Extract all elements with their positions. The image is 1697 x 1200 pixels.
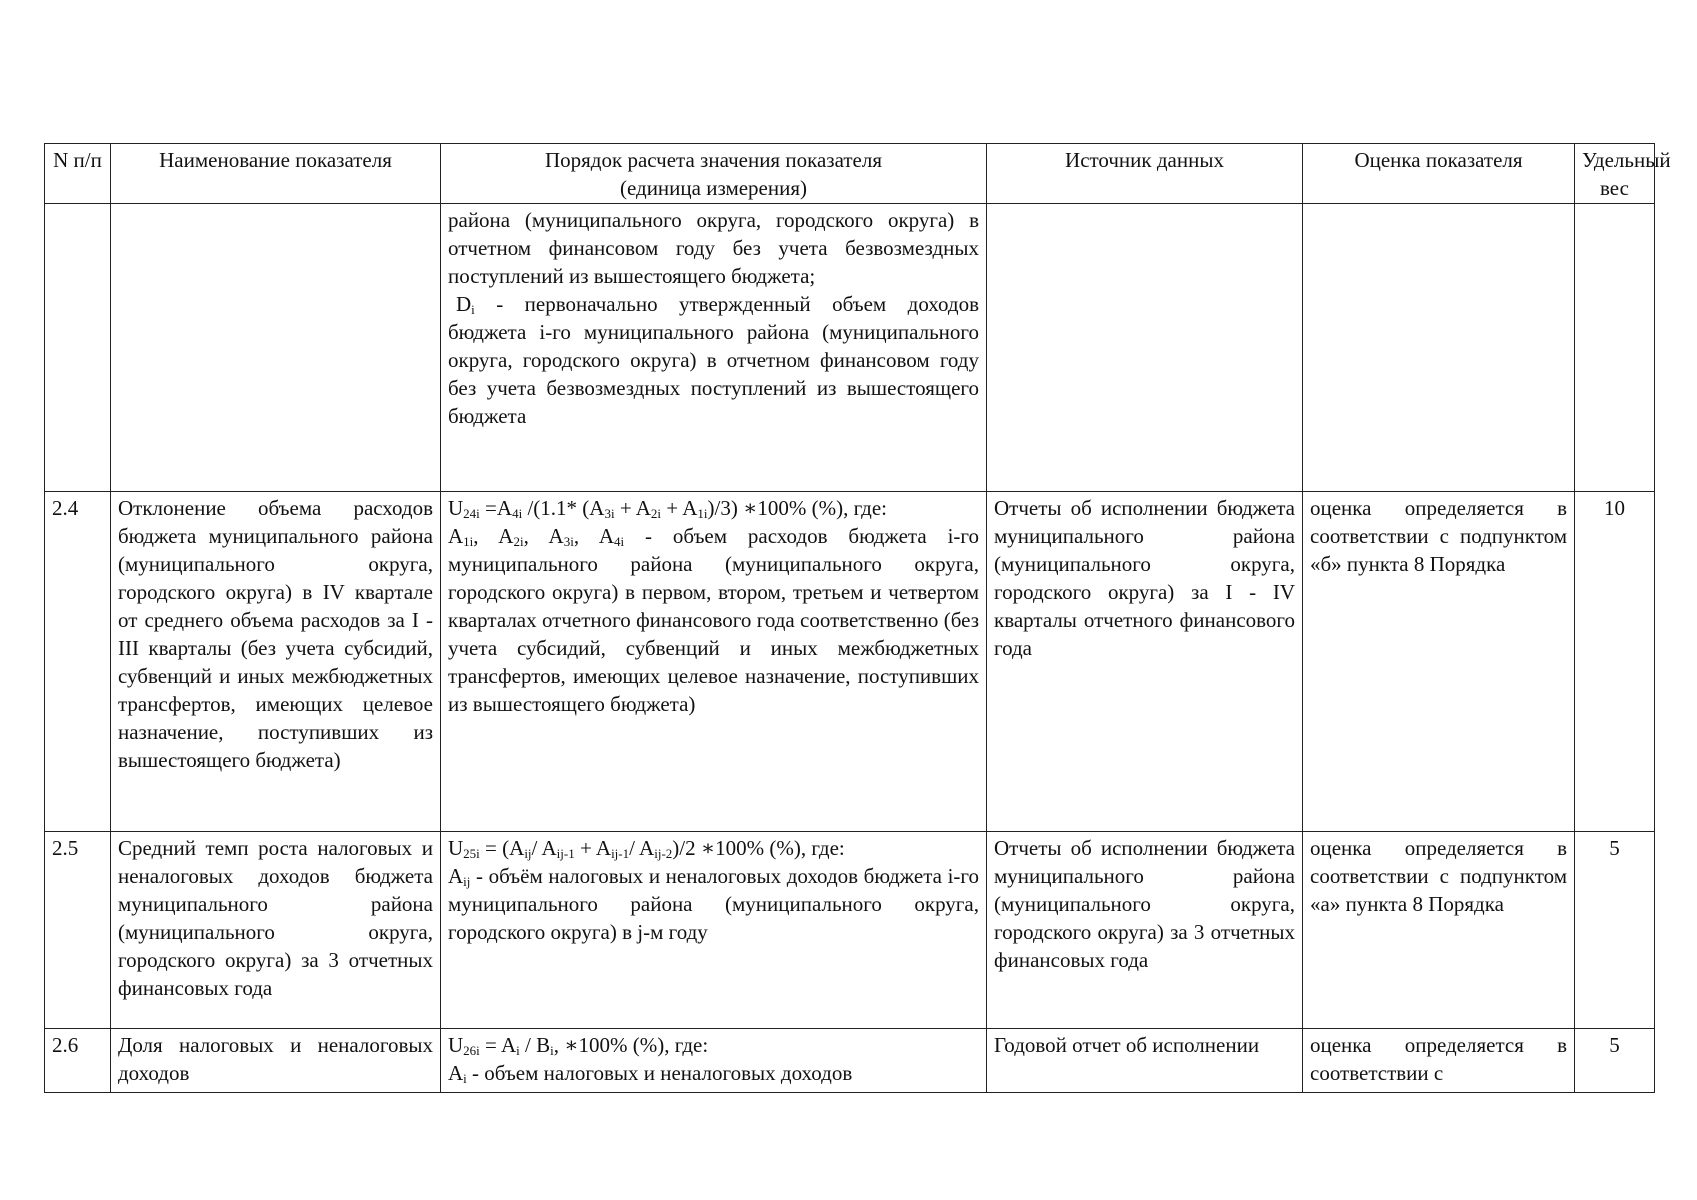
indicators-table — [44, 143, 1671, 1093]
cell-weight: 5 — [1575, 1029, 1655, 1093]
cell-source — [987, 204, 1303, 492]
cell-assessment: оценка определяется в соответствии с подпунктом «а» пункта 8 Порядка — [1303, 832, 1575, 1029]
variables-description: $A_i$ - объем налоговых и неналоговых доходов — [448, 1061, 853, 1086]
variables-description: $A_{ij}$ - объём налоговых и неналоговых доходов бюджета i-го муниципального района (муниципального округа, городского округа) в j-м году — [448, 864, 979, 944]
cell-name — [111, 204, 441, 492]
cell-assessment: оценка определяется в соответствии с подпунктом «б» пункта 8 Порядка — [1303, 492, 1575, 832]
cell-num: 2.6 — [45, 1029, 111, 1093]
cell-name: Средний темп роста налоговых и неналоговых доходов бюджета муниципального района (муниципального округа, городского округа) за 3 отчетных финансовых года — [111, 832, 441, 1029]
cell-method — [441, 492, 987, 832]
table-row — [45, 492, 1655, 832]
header-assessment: Оценка показателя — [1303, 144, 1575, 204]
formula: $U_{24i} =A_{4i}$ /(1.1* $(A_{3i} + A_{2i} + A_{1i})/3$) ∗100% (%), где: — [448, 496, 888, 521]
cell-weight: 5 — [1575, 832, 1655, 1029]
cell-method — [441, 1029, 987, 1093]
table-row — [45, 1029, 1655, 1093]
header-num: N п/п — [45, 144, 111, 204]
cell-name: Отклонение объема расходов бюджета муниципального района (муниципального округа, городского округа) в IV квартале от среднего объема расходов за I - III кварталы (без учета субсидий, субвенций и иных межбюджетных трансфертов, имеющих целевое назначение, поступивших из вышестоящего бюджета) — [111, 492, 441, 832]
cell-weight: 10 — [1575, 492, 1655, 832]
header-source: Источник данных — [987, 144, 1303, 204]
cell-assessment — [1303, 204, 1575, 492]
header-method-unit: (единица измерения) — [619, 176, 808, 200]
di-subscript: i — [471, 302, 475, 317]
header-weight: Удельный вес — [1575, 144, 1655, 204]
cell-source: Отчеты об исполнении бюджета муниципального района (муниципального округа, городского округа) за I - IV кварталы отчетного финансового года — [987, 492, 1303, 832]
cell-name: Доля налоговых и неналоговых доходов — [111, 1029, 441, 1093]
table-row — [45, 832, 1655, 1029]
header-name: Наименование показателя — [111, 144, 441, 204]
header-method — [441, 144, 987, 204]
table-header — [45, 144, 1671, 204]
cell-method — [441, 832, 987, 1029]
formula: $U_{26i} = A_i / B_i$, ∗100% (%), где: — [448, 1033, 709, 1058]
di-symbol: D — [456, 292, 472, 316]
variables-description: $A_{1i}$, $A_{2i}$, $A_{3i}$, $A_{4i}$ - объем расходов бюджета i-го муниципального района (муниципального округа, городского округа) в первом, втором, третьем и четвертом кварталах отчетного финансового года соответственно (без учета субсидий, субвенций и иных межбюджетных трансфертов, имеющих целевое назначение, поступивших из вышестоящего бюджета) — [448, 524, 979, 716]
cell-num: 2.4 — [45, 492, 111, 832]
cell-source: Годовой отчет об исполнении — [987, 1029, 1303, 1093]
cell-num — [45, 204, 111, 492]
formula: $U_{25i} = (A_{ij}/$ $A_{ij-1} + A_{ij-1}/$ $A_{ij-2})/2$ ∗100% (%), где: — [448, 836, 845, 861]
cell-source: Отчеты об исполнении бюджета муниципального района (муниципального округа, городского округа) за 3 отчетных финансовых года — [987, 832, 1303, 1029]
method-paragraph-1: района (муниципального округа, городского округа) в отчетном финансовом году без учета безвозмездных поступлений из вышестоящего бюджета; — [448, 208, 979, 288]
cell-weight — [1575, 204, 1655, 492]
cell-method — [441, 204, 987, 492]
header-method-title: Порядок расчета значения показателя — [544, 148, 882, 172]
table-row-continuation — [45, 204, 1655, 492]
cell-num: 2.5 — [45, 832, 111, 1029]
method-paragraph-2: - первоначально утвержденный объем доходов бюджета i-го муниципального района (муниципального округа, городского округа) в отчетном финансовом году без учета безвозмездных поступлений из вышестоящего бюджета — [448, 292, 979, 428]
cell-assessment: оценка определяется в соответствии с — [1303, 1029, 1575, 1093]
